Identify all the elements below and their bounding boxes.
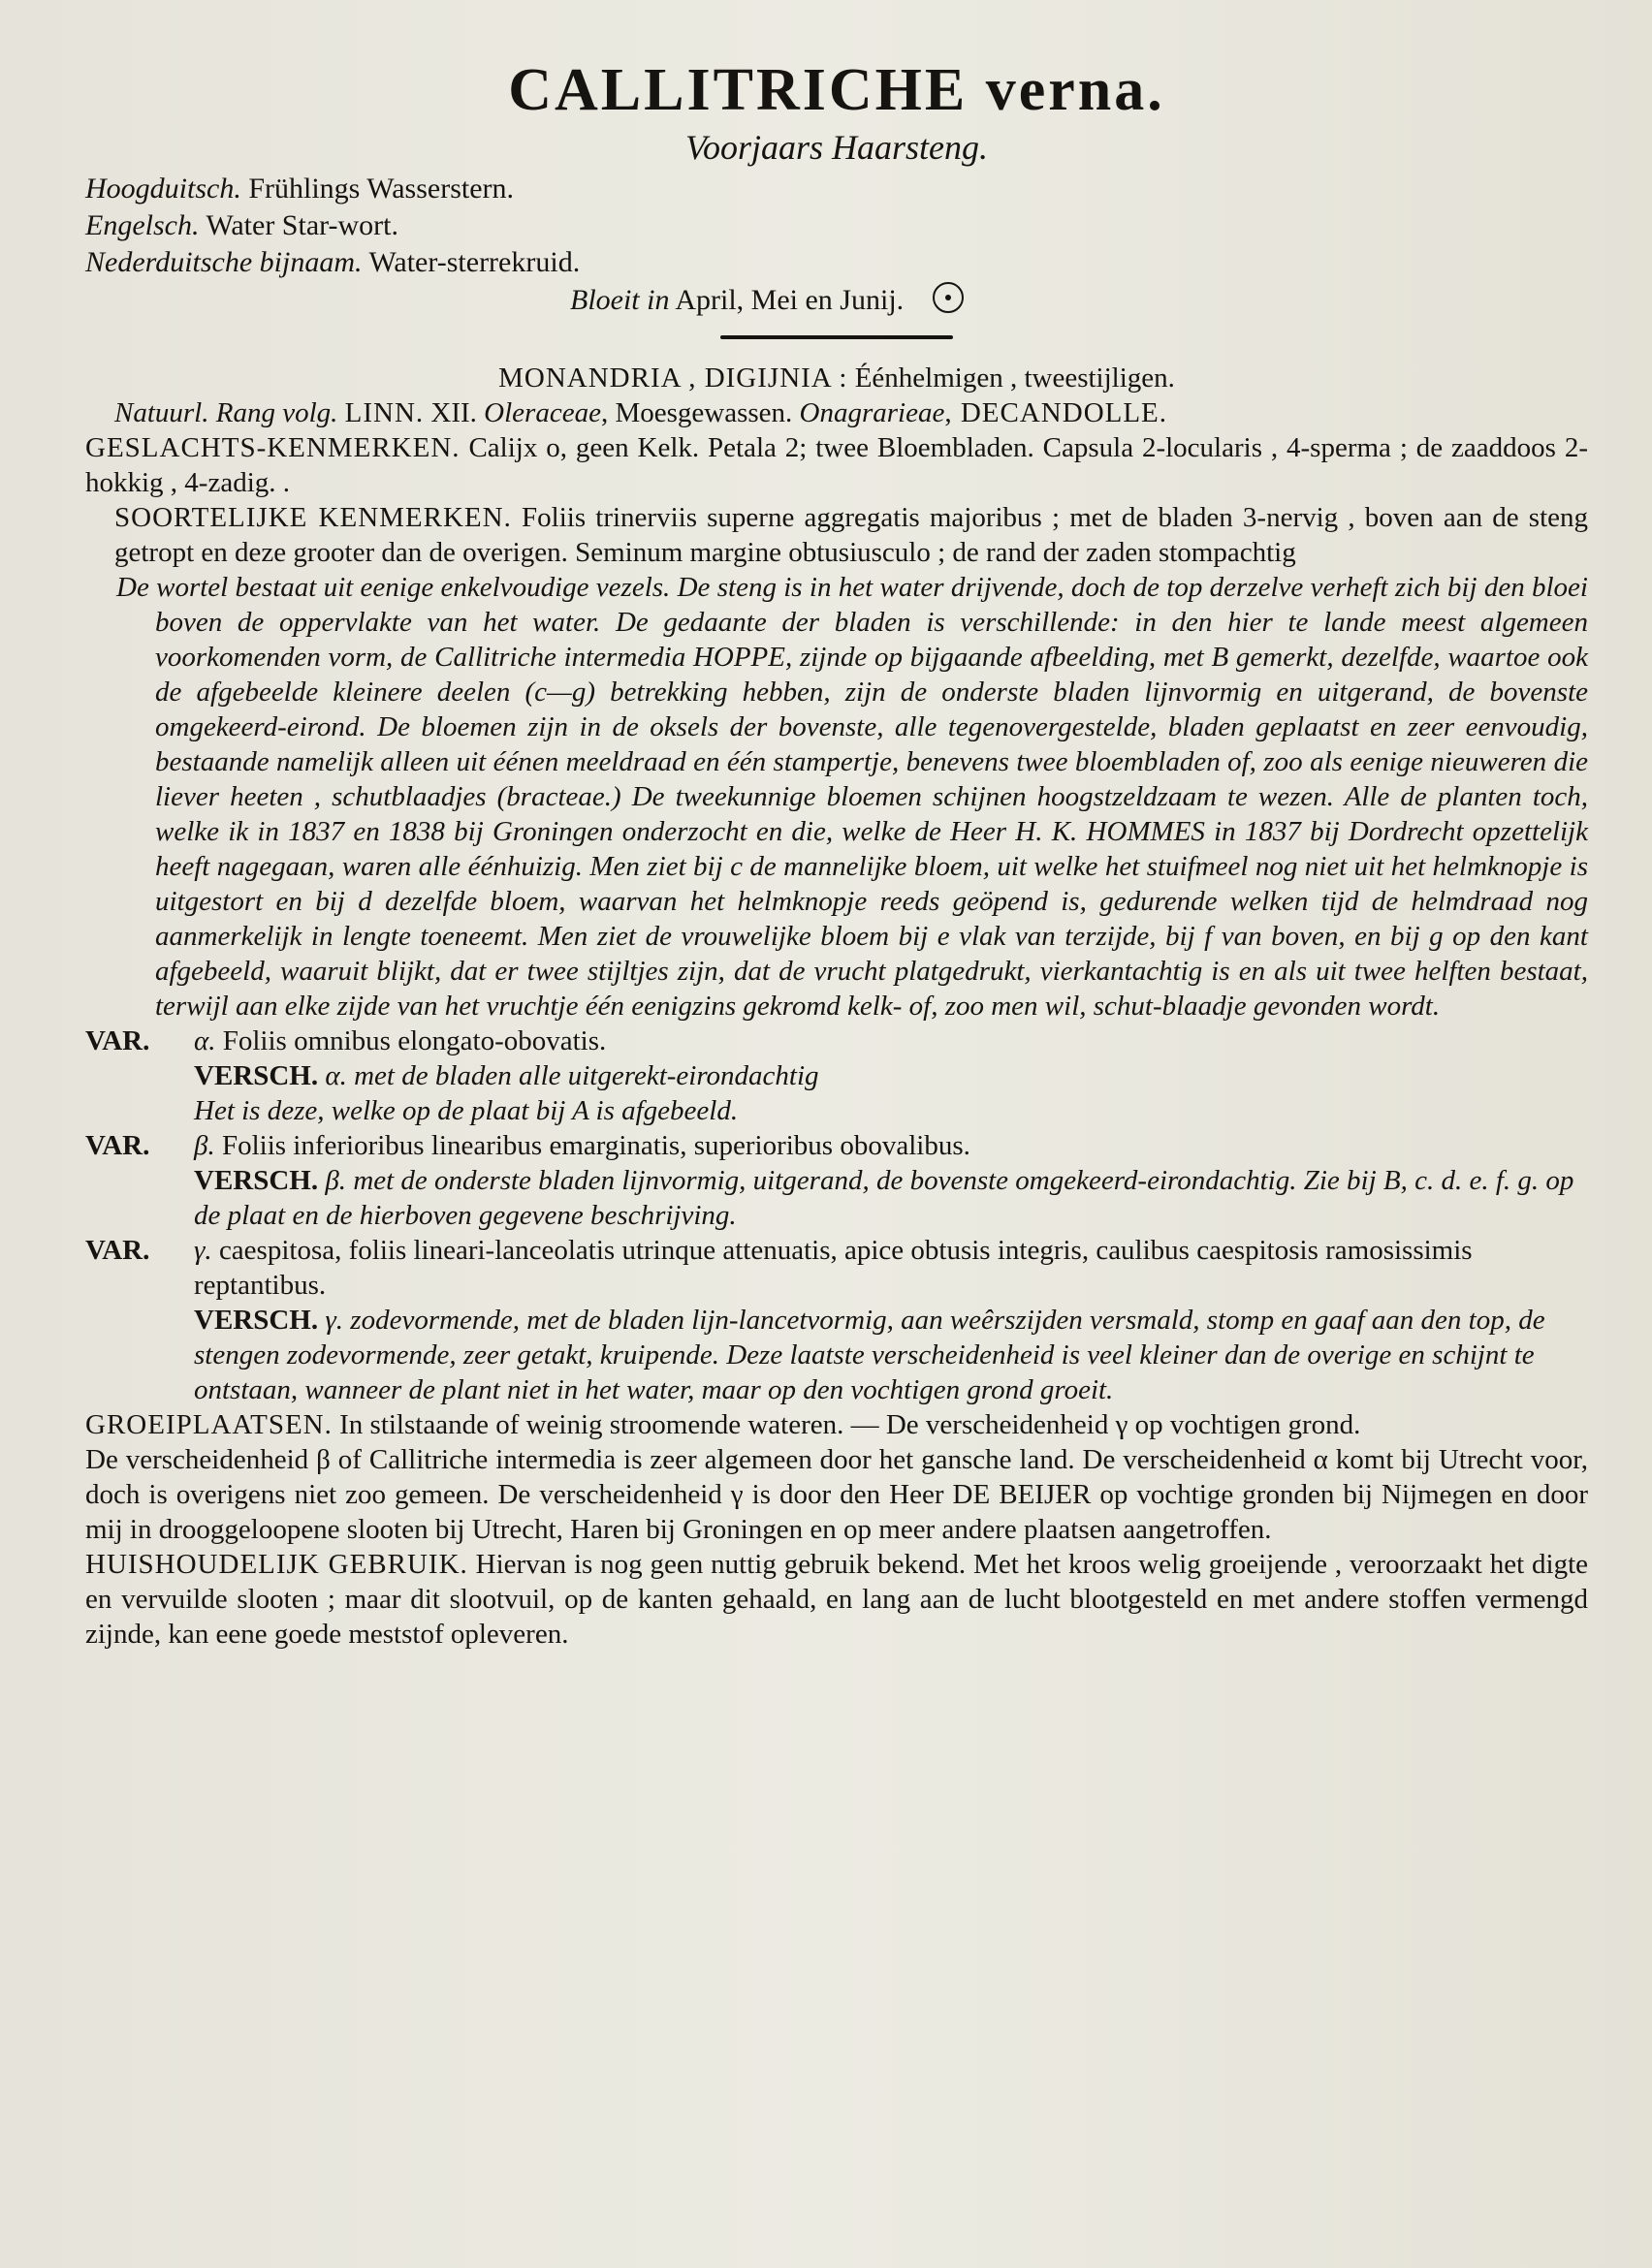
natural-order-latin: Oleraceae xyxy=(484,397,601,428)
versch-label: VERSCH. xyxy=(194,1305,319,1336)
versch-greek: α. xyxy=(325,1060,347,1091)
variety-latin-text: Foliis inferioribus linearibus emarginatis, superioribus obovalibus. xyxy=(221,1130,970,1161)
variety-dutch xyxy=(85,1058,1588,1093)
natural-order xyxy=(85,395,1588,430)
annual-symbol-icon xyxy=(933,282,964,313)
species-label: SOORTELIJKE KENMERKEN. xyxy=(114,502,512,533)
variety-row xyxy=(85,1024,1588,1058)
variety-latin xyxy=(194,1128,1588,1163)
classification-dutch: Éénhelmigen , tweestijligen. xyxy=(854,362,1175,394)
description: De wortel bestaat uit eenige enkelvoudige vezels. De steng is in het water drijvende, doch de top derzelve verheft zich bij den bloei boven de oppervlakte van het water. De gedaante der bladen is verschillende: in den hier te lande meest algemeen voorkomenden vorm, de Callitriche intermedia HOPPE, zijnde op bijgaande afbeelding, met B gemerkt, dezelfde, waartoe ook de afgebeelde kleinere deelen (c—g) betrekking hebben, zijn de onderste bladen lijnvormig en uitgerand, de bovenste omgekeerd-eirond. De bloemen zijn in de oksels der bovenste, alle tegenovergestelde, bladen geplaatst en zeer eenvoudig, bestaande namelijk alleen uit éénen meeldraad en één stampertje, benevens twee bloembladen of, zoo als eenige nieuweren die liever heeten , schutblaadjes (bracteae.) De tweekunnige bloemen schijnen hoogstzeldzaam te wezen. Alle de planten toch, welke ik in 1837 en 1838 bij Groningen onderzocht en die, welke de Heer H. K. HOMMES in 1837 bij Dordrecht opzettelijk heeft nagegaan, waren alle éénhuizig. Men ziet bij c de mannelijke bloem, uit welke het stuifmeel nog niet uit het helmknopje is uitgestort en bij d dezelfde bloem, waarvan het helmknopje reeds geöpend is, gedurende welken tijd de helmdraad nog aanmerkelijk in lengte toeneemt. Men ziet de vrouwelijke bloem bij e vlak van terzijde, bij f van boven, en bij g op den kant afgebeeld, waaruit blijkt, dat er twee stijltjes zijn, dat de vrucht platgedrukt, vierkantachtig is en als uit twee helften bestaat, terwijl aan elke zijde van het vruchtje één eenigzins gekromd kelk- of, zoo men wil, schut-blaadje gevonden wordt. xyxy=(116,572,1588,1022)
classification-system: MONANDRIA , DIGIJNIA : xyxy=(498,362,848,394)
habitat xyxy=(85,1407,1588,1442)
species-characters xyxy=(85,500,1588,570)
genus-label: GESLACHTS-KENMERKEN. xyxy=(85,432,461,463)
name-dutch xyxy=(85,244,1588,281)
classification xyxy=(85,361,1588,395)
versch-greek: γ. xyxy=(325,1305,344,1336)
name-value: Frühlings Wasserstern. xyxy=(248,173,515,205)
variety-label: VAR. xyxy=(85,1235,150,1266)
versch-text: met de onderste bladen lijnvormig, uitgerand, de bovenste omgekeerd-eirondachtig. Zie bij B, c. d. e. f. g. op de plaat en de hierboven gegevene beschrijving. xyxy=(194,1165,1574,1231)
habitat-text: In stilstaande of weinig stroomende wateren. — De verscheidenheid γ op vochtigen grond. xyxy=(339,1409,1361,1440)
use-text: Hiervan is nog geen nuttig gebruik bekend. Met het kroos welig groeijende , veroorzaakt het digte en vervuilde slooten ; maar dit slootvuil, op de kanten gehaald, en lang aan de lucht blootgesteld en met andere stoffen vermengd zijnde, kan eene goede meststof opleveren. xyxy=(85,1549,1588,1650)
subtitle: Voorjaars Haarsteng. xyxy=(684,128,989,167)
variety-alpha xyxy=(85,1024,1588,1128)
genus-characters xyxy=(85,430,1588,500)
distribution: De verscheidenheid β of Callitriche intermedia is zeer algemeen door het gansche land. De verscheidenheid α komt bij Utrecht voor, doch is overigens niet zoo gemeen. De verscheidenheid γ is door den Heer DE BEIJER op vochtige gronden bij Nijmegen en door mij in drooggeloopene slooten bij Utrecht, Haren bij Groningen en op meer andere plaatsen aangetroffen. xyxy=(85,1444,1588,1545)
versch-text: met de bladen alle uitgerekt-eirondachtig xyxy=(354,1060,819,1091)
habitat-label: GROEIPLAATSEN. xyxy=(85,1409,333,1440)
variety-gamma xyxy=(85,1233,1588,1407)
natural-order-number: XII. xyxy=(430,397,477,428)
genus-text: Calijx o, geen Kelk. Petala 2; twee Bloembladen. Capsula 2-locularis , 4-sperma ; de zaaddoos 2-hokkig , 4-zadig. . xyxy=(85,432,1589,498)
variety-label: VAR. xyxy=(85,1130,150,1161)
variety-dutch xyxy=(85,1303,1588,1407)
bloom-prefix: Bloeit in xyxy=(570,284,670,316)
variety-latin-text: Foliis omnibus elongato-obovatis. xyxy=(222,1025,607,1056)
bloom-period xyxy=(85,281,1588,320)
variety-latin xyxy=(194,1024,1588,1058)
divider-rule xyxy=(720,335,953,339)
versch-label: VERSCH. xyxy=(194,1165,319,1196)
bloom-months: April, Mei en Junij. xyxy=(675,284,905,316)
name-value: Water Star-wort. xyxy=(206,209,399,241)
variety-beta xyxy=(85,1128,1588,1233)
page-title: CALLITRICHE verna. xyxy=(508,57,1165,123)
natural-order-author: LINN. xyxy=(344,397,425,428)
natural-order-dutch: , Moesgewassen. xyxy=(600,397,793,428)
variety-extra: Het is deze, welke op de plaat bij A is afgebeeld. xyxy=(194,1095,739,1126)
variety-greek: γ. xyxy=(194,1235,212,1266)
common-names xyxy=(85,171,1588,281)
use-label: HUISHOUDELIJK GEBRUIK. xyxy=(85,1549,468,1580)
name-english xyxy=(85,207,1588,244)
variety-dutch xyxy=(85,1163,1588,1233)
variety-latin-text: caespitosa, foliis lineari-lanceolatis utrinque attenuatis, apice obtusis integris, caulibus caespitosis ramosissimis reptantibus. xyxy=(194,1235,1473,1301)
name-value: Water-sterrekruid. xyxy=(368,246,581,278)
natural-order-author2: , DECANDOLLE. xyxy=(944,397,1168,428)
name-german xyxy=(85,171,1588,207)
variety-greek: α. xyxy=(194,1025,216,1056)
household-use xyxy=(85,1547,1588,1652)
variety-row xyxy=(85,1233,1588,1303)
name-lang: Hoogduitsch. xyxy=(85,173,241,205)
name-lang: Engelsch. xyxy=(85,209,200,241)
versch-greek: β. xyxy=(325,1165,347,1196)
natural-order-label: Natuurl. Rang volg. xyxy=(114,397,338,428)
species-text: Foliis trinerviis superne aggregatis majoribus ; met de bladen 3-nervig , boven aan de steng getropt en deze grooter dan de overigen. Seminum margine obtusiusculo ; de rand der zaden stompachtig xyxy=(114,502,1589,568)
versch-label: VERSCH. xyxy=(194,1060,319,1091)
natural-order-family: Onagrarieae xyxy=(799,397,945,428)
versch-text: zodevormende, met de bladen lijn-lancetvormig, aan weêrszijden versmald, stomp en gaaf aan den top, de stengen zodevormende, zeer getakt, kruipende. Deze laatste verscheidenheid is veel kleiner dan de overige en schijnt te ontstaan, wanneer de plant niet in het water, maar op den vochtigen grond groeit. xyxy=(194,1305,1545,1405)
name-lang: Nederduitsche bijnaam. xyxy=(85,246,363,278)
variety-latin xyxy=(194,1233,1588,1303)
variety-row xyxy=(85,1128,1588,1163)
variety-label: VAR. xyxy=(85,1025,150,1056)
variety-greek: β. xyxy=(194,1130,215,1161)
page-content xyxy=(85,56,1588,1652)
